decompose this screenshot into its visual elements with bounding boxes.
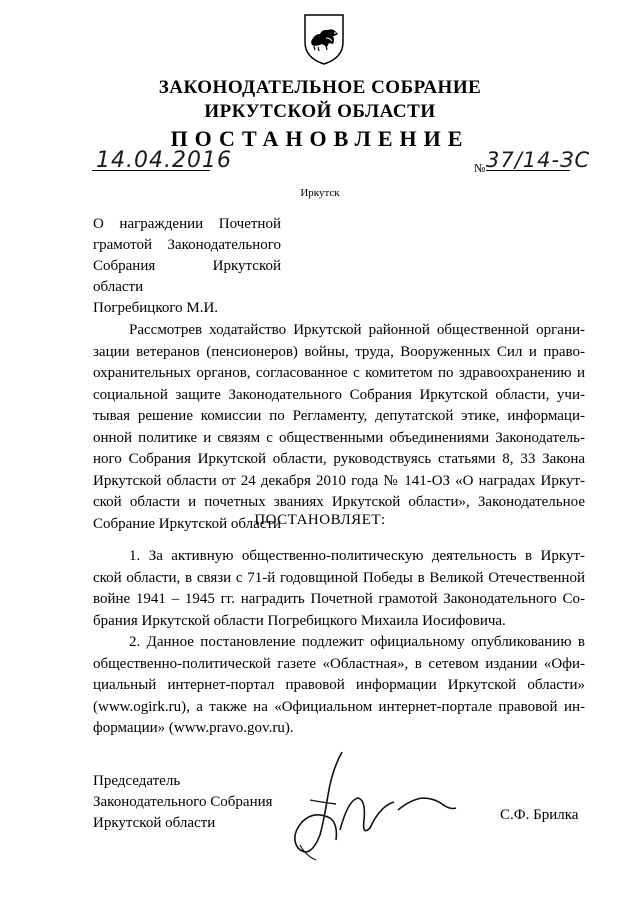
paragraph-line: зации ветеранов (пенсионеров) войны, труда, Вооруженных Сил и право- [93,343,585,360]
paragraph-line: ской области и почетных званиях Иркутской области», Законодательное [93,494,585,510]
date-underline [92,170,210,171]
paragraph-line: (www.ogirk.ru), а также на «Официальном интернет-портале правовой ин- [93,698,585,715]
paragraph-line: Рассмотрев ходатайство Иркутской районной общественной органи- [129,322,585,338]
paragraph-line: тывая решение комиссии по Регламенту, депутатской этике, информаци- [93,408,585,424]
paragraph-line: 1. За активную общественно-политическую деятельность в Иркут- [129,548,585,564]
resolution-item-2 [93,632,585,740]
coat-of-arms-irkutsk-icon [302,12,346,66]
signatory-title [93,771,273,834]
paragraph-line: войне 1941 – 1945 гг. наградить Почетной грамотой Законодательного Со- [93,591,585,607]
subject-line: грамотой Законодательного [93,237,281,253]
city-name: Иркутск [300,187,340,199]
paragraph-line: ного Собрания Иркутской области, руководствуясь статьями 8, 33 Закона [93,451,585,467]
paragraph-line: общественно-политической газете «Областная», в сетевом издании «Офи- [93,655,585,672]
organization-name-line-1: ЗАКОНОДАТЕЛЬНОЕ СОБРАНИЕ [158,77,482,98]
paragraph-line: онной политике и связям с общественными объединениями Законодатель- [93,429,585,446]
signatory-title-line: Председатель [93,773,181,789]
number-label: № [474,161,486,175]
document-date: 14.04.2016 [96,148,232,173]
document-subject [93,214,281,319]
preamble-paragraph [93,320,585,535]
paragraph-line: ской области, в связи с 71-й годовщиной Победы в Великой Отечественной [93,569,585,586]
paragraph-line: 2. Данное постановление подлежит официальному опубликованию в [129,634,585,650]
subject-line: О награждении Почетной [93,216,281,232]
paragraph-line: охранительных органов, согласованное с комитетом по здравоохранению и [93,365,585,381]
paragraph-line: социальной защите Законодательного Собрания Иркутской области, учи- [93,386,585,403]
document-number: 37/14-ЗС [486,148,591,172]
paragraph-line: циальный интернет-портал правовой информации Иркутской области» [93,677,585,693]
paragraph-line: формации» (www.pravo.gov.ru). [93,720,294,736]
handwritten-signature [280,740,500,890]
signatory-title-line: Иркутской области [93,815,216,831]
signatory-name: С.Ф. Брилка [500,807,579,823]
subject-line: Погребицкого М.И. [93,300,219,316]
paragraph-line: Иркутской области от 24 декабря 2010 года № 141-ОЗ «О наградах Иркут- [93,472,585,489]
resolution-item-1 [93,546,585,632]
signatory-title-line: Законодательного Собрания [93,794,273,810]
organization-name-line-2: ИРКУТСКОЙ ОБЛАСТИ [204,101,436,122]
document-type-title: ПОСТАНОВЛЕНИЕ [170,126,470,151]
subject-line: Собрания Иркутской области [93,258,281,295]
resolves-heading: ПОСТАНОВЛЯЕТ: [254,512,386,528]
paragraph-line: брания Иркутской области Погребицкого Михаила Иосифовича. [93,612,506,629]
number-underline [486,170,570,171]
paragraph-line: Собрание Иркутской области [93,515,282,532]
